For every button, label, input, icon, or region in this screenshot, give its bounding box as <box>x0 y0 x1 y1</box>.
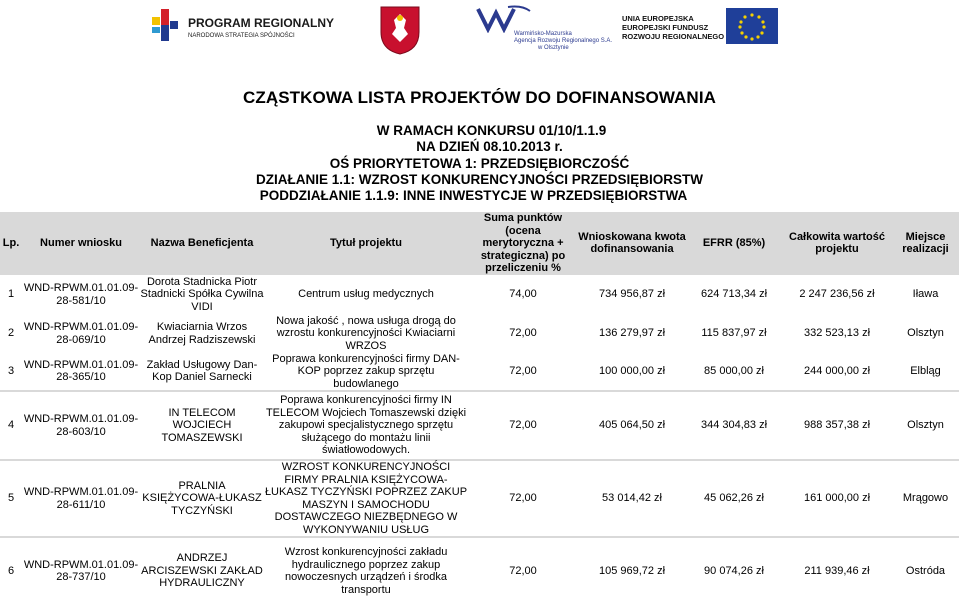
cell-punkty: 72,00 <box>468 538 578 604</box>
cell-efrr: 624 713,34 zł <box>686 275 782 315</box>
cell-beneficjent: PRALNIA KSIĘŻYCOWA-ŁUKASZ TYCZYŃSKI <box>140 461 264 536</box>
cell-miejsce: Olsztyn <box>892 392 959 459</box>
cell-lp: 3 <box>0 353 22 391</box>
cell-wartosc: 988 357,38 zł <box>782 392 892 459</box>
cell-punkty: 72,00 <box>468 353 578 391</box>
header-lp: Lp. <box>0 212 22 275</box>
program-regionalny-logo <box>150 3 335 49</box>
subtitle-konkurs: W RAMACH KONKURSU 01/10/1.1.9 <box>376 123 607 138</box>
cell-miejsce: Olsztyn <box>892 315 959 353</box>
agency-logo <box>470 3 613 55</box>
agency-line2: Agencja Rozwoju Regionalnego S.A. <box>514 38 613 44</box>
cell-lp: 1 <box>0 275 22 315</box>
header-beneficjent: Nazwa Beneficjenta <box>140 212 264 275</box>
table-row <box>0 461 959 536</box>
header-efrr: EFRR (85%) <box>686 212 782 275</box>
cell-wartosc: 2 247 236,56 zł <box>782 275 892 315</box>
cell-beneficjent: IN TELECOM WOJCIECH TOMASZEWSKI <box>140 392 264 459</box>
cell-numer: WND-RPWM.01.01.09-28-069/10 <box>22 315 140 353</box>
cell-kwota: 53 014,42 zł <box>578 461 686 536</box>
agency-line3: w Olsztynie <box>538 45 569 51</box>
header-tytul: Tytuł projektu <box>264 212 468 275</box>
cell-efrr: 115 837,97 zł <box>686 315 782 353</box>
eu-flag-icon <box>726 8 778 44</box>
cell-tytul: Poprawa konkurencyjności firmy DAN-KOP poprzez zakup sprzętu budowlanego <box>264 353 468 391</box>
logo-row <box>0 0 959 60</box>
table-header-row <box>0 212 959 275</box>
cell-numer: WND-RPWM.01.01.09-28-737/10 <box>22 538 140 604</box>
table-row <box>0 538 959 604</box>
eu-logo <box>622 6 782 52</box>
header-wartosc: Całkowita wartość projektu <box>782 212 892 275</box>
header-miejsce: Miejsce realizacji <box>892 212 959 275</box>
cell-punkty: 72,00 <box>468 315 578 353</box>
subtitle-subaction: PODDZIAŁANIE 1.1.9: INNE INWESTYCJE W PRZEDSIĘBIORSTWA <box>259 188 688 203</box>
cell-wartosc: 211 939,46 zł <box>782 538 892 604</box>
cell-numer: WND-RPWM.01.01.09-28-611/10 <box>22 461 140 536</box>
cell-lp: 4 <box>0 392 22 459</box>
subtitle-date: NA DZIEŃ 08.10.2013 r. <box>416 139 563 154</box>
program-regionalny-title: PROGRAM REGIONALNY <box>188 16 335 30</box>
projects-table <box>0 212 959 604</box>
table-row <box>0 275 959 315</box>
cell-miejsce: Elbląg <box>892 353 959 391</box>
cell-tytul: WZROST KONKURENCYJNOŚCI FIRMY PRALNIA KSIĘŻYCOWA-ŁUKASZ TYCZYŃSKI POPRZEZ ZAKUP MASZYN I SAMOCHODU DOSTAWCZEGO NIEZBĘDNEGO W WYKONYWANIU USŁUG <box>264 461 468 536</box>
cell-kwota: 405 064,50 zł <box>578 392 686 459</box>
cell-miejsce: Iława <box>892 275 959 315</box>
cell-lp: 5 <box>0 461 22 536</box>
cell-beneficjent: Dorota Stadnicka Piotr Stadnicki Spółka Cywilna VIDI <box>140 275 264 313</box>
cell-punkty: 72,00 <box>468 461 578 536</box>
cell-numer: WND-RPWM.01.01.09-28-365/10 <box>22 353 140 391</box>
cell-tytul: Poprawa konkurencyjności firmy IN TELECOM Wojciech Tomaszewski dzięki zakupowi specjalistycznego sprzętu służącego do montażu linii światłowodowych. <box>264 392 468 459</box>
cell-kwota: 105 969,72 zł <box>578 538 686 604</box>
cell-numer: WND-RPWM.01.01.09-28-603/10 <box>22 392 140 459</box>
cell-tytul: Nowa jakość , nowa usługa drogą do wzrostu konkurencyjności Kwiaciarni WRZOS <box>264 315 468 353</box>
eu-line3: ROZWOJU REGIONALNEGO <box>622 32 725 41</box>
agency-line1: Warmińsko-Mazurska <box>514 31 572 37</box>
cell-numer: WND-RPWM.01.01.09-28-581/10 <box>22 275 140 315</box>
cell-wartosc: 244 000,00 zł <box>782 353 892 391</box>
header-numer: Numer wniosku <box>22 212 140 275</box>
coat-of-arms-logo <box>378 4 422 56</box>
cell-efrr: 90 074,26 zł <box>686 538 782 604</box>
cell-kwota: 136 279,97 zł <box>578 315 686 353</box>
program-regionalny-subtitle: NARODOWA STRATEGIA SPÓJNOŚCI <box>188 33 295 39</box>
cell-wartosc: 332 523,13 zł <box>782 315 892 353</box>
table-row <box>0 315 959 353</box>
header-punkty: Suma punktów (ocena merytoryczna + strategiczna) po przeliczeniu % <box>468 212 578 275</box>
cell-punkty: 72,00 <box>468 392 578 459</box>
cell-miejsce: Mrągowo <box>892 461 959 536</box>
cell-beneficjent: Zakład Usługowy Dan-Kop Daniel Sarnecki <box>140 353 264 391</box>
table-row <box>0 392 959 459</box>
eu-line1: UNIA EUROPEJSKA <box>622 14 694 23</box>
program-regionalny-icon <box>150 3 186 47</box>
coat-of-arms-icon <box>378 4 422 56</box>
page-title: CZĄSTKOWA LISTA PROJEKTÓW DO DOFINANSOWANIA <box>242 88 717 107</box>
cell-efrr: 344 304,83 zł <box>686 392 782 459</box>
cell-lp: 6 <box>0 538 22 604</box>
cell-tytul: Centrum usług medycznych <box>264 275 468 315</box>
cell-kwota: 734 956,87 zł <box>578 275 686 315</box>
cell-miejsce: Ostróda <box>892 538 959 604</box>
cell-beneficjent: Kwiaciarnia Wrzos Andrzej Radziszewski <box>140 315 264 353</box>
header-kwota: Wnioskowana kwota dofinansowania <box>578 212 686 275</box>
cell-beneficjent: ANDRZEJ ARCISZEWSKI ZAKŁAD HYDRAULICZNY <box>140 538 264 604</box>
cell-tytul: Wzrost konkurencyjności zakładu hydraulicznego poprzez zakup nowoczesnych urządzeń i środka transportu <box>264 538 468 604</box>
subtitle-priority-axis: OŚ PRIORYTETOWA 1: PRZEDSIĘBIORCZOŚĆ <box>329 156 630 171</box>
cell-wartosc: 161 000,00 zł <box>782 461 892 536</box>
subtitle-action: DZIAŁANIE 1.1: WZROST KONKURENCYJNOŚCI PRZEDSIĘBIORSTW <box>255 172 704 187</box>
cell-kwota: 100 000,00 zł <box>578 353 686 391</box>
agency-icon <box>474 3 534 33</box>
eu-line2: EUROPEJSKI FUNDUSZ <box>622 23 709 32</box>
table-row <box>0 353 959 391</box>
cell-efrr: 45 062,26 zł <box>686 461 782 536</box>
cell-lp: 2 <box>0 315 22 353</box>
cell-efrr: 85 000,00 zł <box>686 353 782 391</box>
cell-punkty: 74,00 <box>468 275 578 315</box>
